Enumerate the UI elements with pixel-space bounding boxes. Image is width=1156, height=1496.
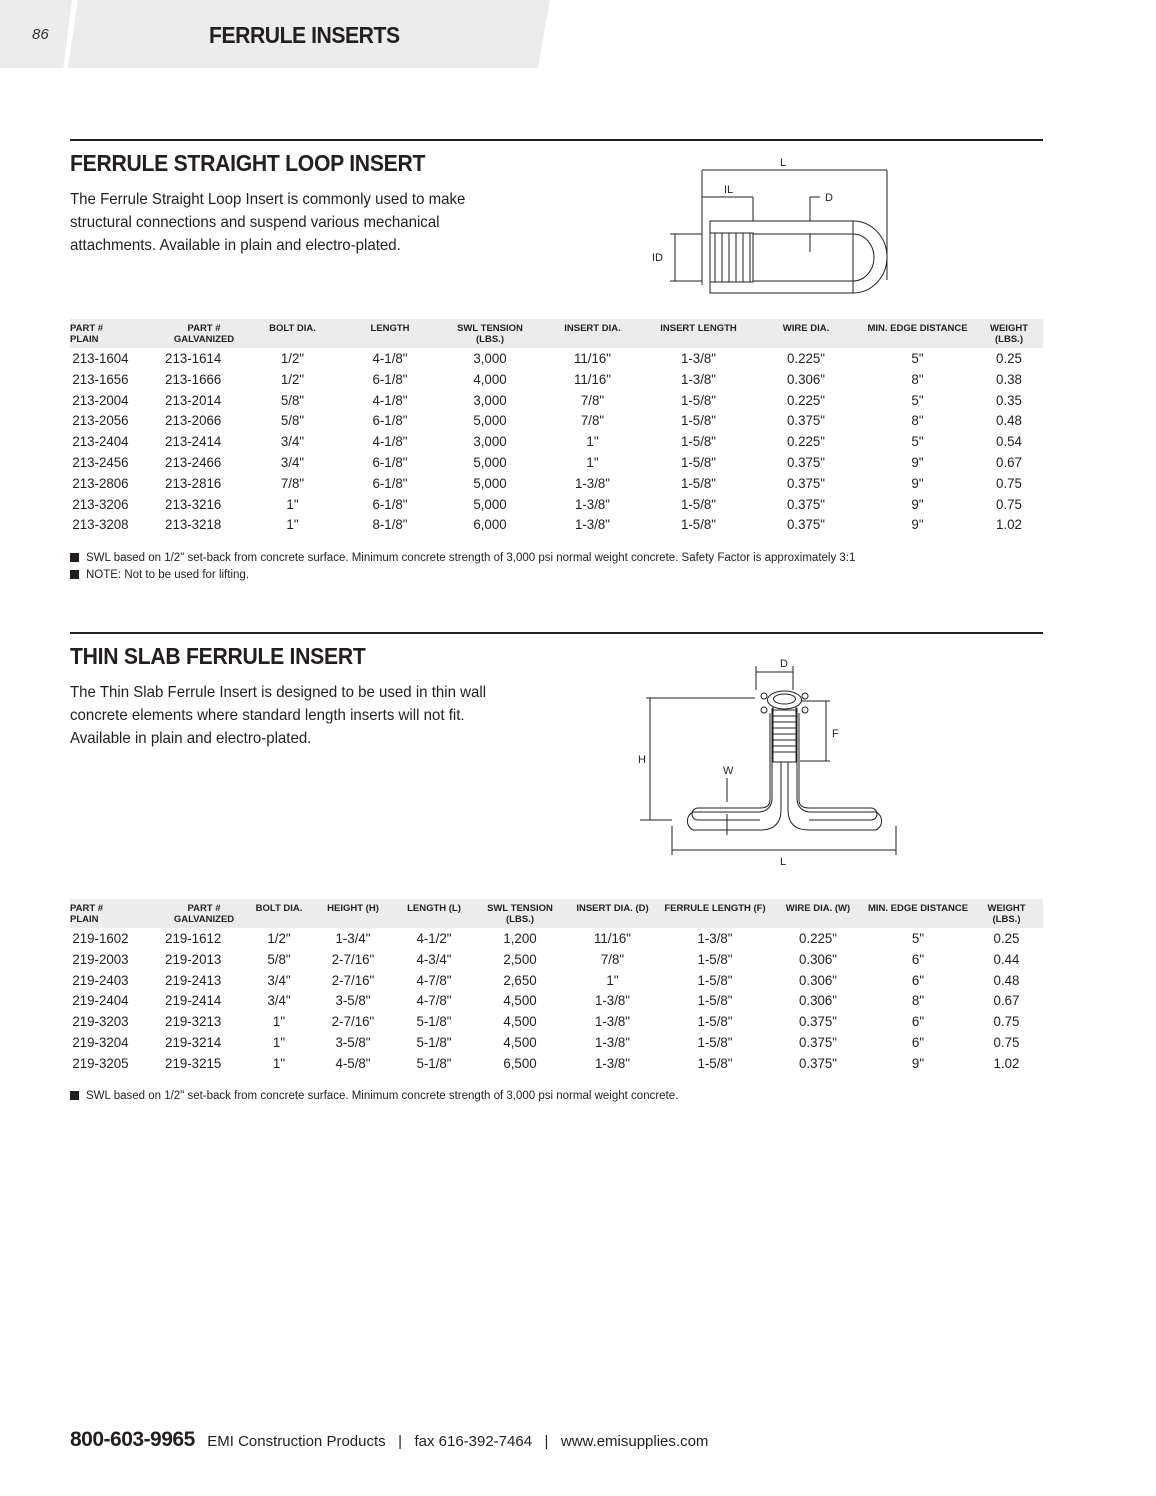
table-cell: 1-5/8" [697,1033,733,1050]
column-header [163,319,245,348]
table-cell: 219-2404 [72,992,129,1009]
table-cell: 6" [911,950,925,967]
column-header-line: PLAIN [70,914,99,925]
column-header [975,319,1043,348]
section-divider [70,139,1043,141]
table-cell: 3,000 [473,391,507,408]
table-cell: 0.67 [996,453,1022,470]
table-cell: 1-5/8" [680,412,717,429]
table-cell: 0.375" [786,516,825,533]
table-cell: 0.306" [798,992,837,1009]
table-cell: 5-1/8" [416,1013,452,1030]
table-cell: 6" [911,1033,925,1050]
table-cell: 1-3/8" [697,930,733,946]
table-cell: 1-3/8" [574,516,611,533]
table-cell: 6" [911,1013,925,1030]
footer-fax: fax 616-392-7464 [414,1433,533,1450]
table-cell: 3-5/8" [335,1033,371,1050]
table-cell: 7/8" [280,474,305,491]
table-cell: 4-1/8" [372,391,408,408]
table-row [70,369,1043,390]
table-cell: 5" [911,350,924,366]
description-line: The Thin Slab Ferrule Insert is designed to be used in thin wall [70,684,487,701]
table-cell: 1-5/8" [697,1013,733,1030]
table-notes [70,550,855,584]
table-cell: 6-1/8" [372,495,408,512]
column-header-line: PART # [187,323,221,334]
footer [70,1428,708,1452]
table-cell: 1-5/8" [680,495,717,512]
table-cell: 4-3/4" [416,950,452,967]
table-cell: 5/8" [267,950,291,967]
label-l: L [780,856,787,868]
table-cell: 1/2" [267,930,291,946]
table-cell: 5,000 [473,495,507,512]
table-cell: 0.225" [798,930,837,946]
page-number: 86 [32,26,49,43]
table-cell: 5,000 [473,474,507,491]
table-cell: 0.75 [996,474,1022,491]
table-cell: 1" [272,1054,286,1071]
column-header-line: LENGTH (L) [407,903,461,914]
table-cell: 9" [911,453,924,470]
table-cell: 1.02 [996,516,1022,533]
table-row [70,390,1043,411]
footer-company: EMI Construction Products [207,1433,386,1450]
table-cell: 2-7/16" [331,971,375,988]
note [70,567,855,584]
column-header [770,899,866,928]
column-header-line: WIRE DIA. (W) [785,903,851,914]
table-cell: 0.25 [996,350,1022,366]
label-l: L [780,157,787,169]
table-cell: 0.75 [993,1033,1020,1050]
column-header [475,899,565,928]
table-cell: 1-3/8" [574,474,611,491]
table-cell: 219-3204 [72,1033,129,1050]
table-cell: 1-3/4" [335,930,371,946]
table-cell: 1" [586,453,599,470]
table-cell: 1-3/8" [680,370,717,387]
table-row [70,928,1043,949]
column-header [163,899,245,928]
column-header-line: HEIGHT (H) [327,903,379,914]
table-cell: 0.38 [996,370,1022,387]
column-header-line: MIN. EDGE DISTANCE [867,903,969,914]
table-cell: 1-3/8" [574,495,611,512]
table-cell: 0.48 [993,971,1020,988]
table-cell: 1" [286,516,299,533]
column-header [860,319,975,348]
table-cell: 9" [911,474,924,491]
table-cell: 213-3216 [165,495,222,512]
table-cell: 0.54 [996,433,1022,450]
table-cell: 219-1612 [165,930,222,946]
table-cell: 1" [606,971,619,988]
table-cell: 2-7/16" [331,1013,375,1030]
table-cell: 8" [911,370,924,387]
table-cell: 4,500 [503,992,537,1009]
footer-phone: 800-603-9965 [70,1428,195,1451]
column-header-line: LENGTH [370,323,410,334]
note [70,550,855,567]
table-notes [70,1088,678,1105]
table-cell: 4,000 [473,370,507,387]
table-cell: 6" [911,971,925,988]
section-description [70,681,502,750]
table-cell: 5-1/8" [416,1054,452,1071]
section-divider [70,632,1043,634]
column-header-line: SWL TENSION [457,323,523,334]
page-title: FERRULE INSERTS [209,22,400,48]
label-d: D [780,658,788,670]
note-text: SWL based on 1/2" set-back from concrete surface. Minimum concrete strength of 3,000 psi normal weight concrete. [86,1090,679,1102]
table-cell: 1-5/8" [697,971,733,988]
table-cell: 8" [911,412,924,429]
table-cell: 0.35 [996,391,1022,408]
column-header [393,899,475,928]
table-cell: 3-5/8" [335,992,371,1009]
table-cell: 213-2816 [165,474,222,491]
table-cell: 1/2" [280,370,305,387]
table-cell: 3/4" [267,992,291,1009]
table-cell: 4,500 [503,1013,537,1030]
table-row [70,410,1043,431]
table-row [70,990,1043,1011]
table-cell: 4-1/8" [372,433,408,450]
description-line: The Ferrule Straight Loop Insert is commonly used to make [70,191,466,208]
table-cell: 0.375" [798,1013,837,1030]
table-cell: 0.25 [993,930,1020,946]
column-header-line: PART # [70,323,104,334]
table-cell: 0.375" [786,495,825,512]
table-cell: 4-1/2" [416,930,452,946]
table-cell: 0.375" [786,412,825,429]
table-cell: 1-3/8" [594,992,631,1009]
table-cell: 1-3/8" [594,1033,631,1050]
table-cell: 1-3/8" [594,1054,631,1071]
table-cell: 4-1/8" [372,350,408,366]
label-w: W [723,765,734,777]
straight-loop-spec-table [70,319,1043,535]
table-cell: 1/2" [280,350,305,366]
table-cell: 1" [586,433,599,450]
table-cell: 3/4" [267,971,291,988]
table-cell: 5/8" [280,391,305,408]
column-header-line: GALVANIZED [173,914,235,925]
table-cell: 1" [272,1033,286,1050]
table-cell: 213-2806 [72,474,129,491]
table-cell: 1-3/8" [680,350,717,366]
column-header [866,899,970,928]
footer-separator: | [398,1433,402,1450]
table-cell: 213-2466 [165,453,222,470]
section-title: FERRULE STRAIGHT LOOP INSERT [70,150,426,176]
table-cell: 3/4" [280,453,305,470]
table-cell: 1-5/8" [680,516,717,533]
bullet-square-icon [70,1091,79,1100]
table-row [70,348,1043,369]
table-cell: 213-3206 [72,495,129,512]
table-cell: 1,200 [503,930,537,946]
table-cell: 5-1/8" [416,1033,452,1050]
table-cell: 213-1666 [165,370,222,387]
table-cell: 0.225" [786,391,825,408]
column-header-line: INSERT DIA. [564,323,621,334]
table-cell: 219-3213 [165,1013,222,1030]
table-cell: 2,650 [503,971,537,988]
table-row [70,949,1043,970]
footer-website[interactable]: www.emisupplies.com [560,1433,709,1450]
label-d: D [825,192,833,204]
table-cell: 4-7/8" [416,971,452,988]
column-header-line: INSERT LENGTH [660,323,737,334]
table-cell: 6-1/8" [372,453,408,470]
table-row [70,1053,1043,1074]
table-cell: 7/8" [580,391,605,408]
column-header [660,899,770,928]
column-header-line: WEIGHT [987,903,1026,914]
table-cell: 11/16" [573,370,612,387]
table-cell: 7/8" [580,412,605,429]
table-cell: 0.306" [786,370,825,387]
section-description [70,188,484,257]
description-line: Available in plain and electro-plated. [70,730,312,747]
table-cell: 5" [911,433,924,450]
description-line: attachments. Available in plain and electro-plated. [70,237,401,254]
table-cell: 0.375" [786,474,825,491]
table-cell: 0.67 [993,992,1020,1009]
table-cell: 5/8" [280,412,305,429]
table-cell: 1-5/8" [680,474,717,491]
table-cell: 11/16" [573,350,612,366]
table-cell: 219-3205 [72,1054,129,1071]
table-cell: 0.48 [996,412,1022,429]
column-header [645,319,752,348]
column-header-line: GALVANIZED [173,334,235,345]
table-cell: 0.375" [798,1054,837,1071]
column-header-line: FERRULE LENGTH (F) [664,903,766,914]
table-cell: 0.225" [786,433,825,450]
table-cell: 213-2056 [72,412,129,429]
label-h: H [638,754,646,766]
table-cell: 213-2066 [165,412,222,429]
table-cell: 0.306" [798,950,837,967]
column-header [313,899,393,928]
table-row [70,494,1043,515]
table-cell: 219-3215 [165,1054,222,1071]
column-header-line: MIN. EDGE DISTANCE [867,323,968,334]
note-text: NOTE: Not to be used for lifting. [86,569,249,581]
column-header-line: INSERT DIA. (D) [576,903,649,914]
table-cell: 5" [911,930,925,946]
table-cell: 0.44 [993,950,1020,967]
table-cell: 3,000 [473,433,507,450]
column-header [340,319,440,348]
column-header [752,319,860,348]
table-cell: 9" [911,495,924,512]
table-cell: 0.75 [996,495,1022,512]
table-cell: 11/16" [593,930,632,946]
description-line: concrete elements where standard length inserts will not fit. [70,707,465,724]
table-cell: 6-1/8" [372,370,408,387]
column-header-line: BOLT DIA. [269,323,316,334]
column-header-line: SWL TENSION [487,903,553,914]
table-cell: 0.225" [786,350,825,366]
table-cell: 1-5/8" [680,433,717,450]
column-header-line: BOLT DIA. [255,903,303,914]
column-header [565,899,660,928]
section-title: THIN SLAB FERRULE INSERT [70,643,366,669]
table-cell: 9" [911,516,924,533]
table-cell: 1-5/8" [680,391,717,408]
table-cell: 0.375" [798,1033,837,1050]
table-cell: 2,500 [503,950,537,967]
footer-separator: | [544,1433,549,1450]
column-header-line: (LBS.) [995,334,1023,345]
column-header-line: PLAIN [70,334,99,345]
table-cell: 0.75 [993,1013,1020,1030]
bullet-square-icon [70,553,79,562]
table-cell: 213-1614 [165,350,222,366]
label-f: F [832,728,839,740]
table-row [70,473,1043,494]
table-cell: 1-5/8" [697,992,733,1009]
table-cell: 219-2403 [72,971,129,988]
table-cell: 4-5/8" [335,1054,371,1071]
table-cell: 6-1/8" [372,474,408,491]
description-line: structural connections and suspend various mechanical [70,214,440,231]
bullet-square-icon [70,570,79,579]
table-cell: 1-3/8" [594,1013,631,1030]
table-cell: 213-3218 [165,516,222,533]
table-cell: 213-1656 [72,370,129,387]
column-header-line: (LBS.) [506,914,534,925]
column-header [970,899,1043,928]
table-cell: 219-2013 [165,950,222,967]
table-cell: 213-3208 [72,516,129,533]
table-cell: 6,000 [473,516,507,533]
table-cell: 219-2414 [165,992,222,1009]
column-header-line: (LBS.) [476,334,504,345]
thin-slab-insert-diagram [630,650,920,870]
column-header [245,319,340,348]
table-cell: 2-7/16" [331,950,375,967]
table-cell: 219-3214 [165,1033,222,1050]
label-il: IL [724,184,734,196]
table-cell: 0.306" [798,971,837,988]
table-cell: 1-5/8" [697,950,733,967]
table-cell: 3,000 [473,350,507,366]
table-row [70,452,1043,473]
table-cell: 9" [911,1054,925,1071]
table-cell: 213-2404 [72,433,129,450]
note [70,1088,678,1105]
table-cell: 4-7/8" [416,992,452,1009]
table-cell: 4,500 [503,1033,537,1050]
column-header [70,319,163,348]
table-cell: 219-1602 [72,930,129,946]
column-header-line: PART # [187,903,221,914]
table-row [70,970,1043,991]
table-cell: 5" [911,391,924,408]
table-cell: 8-1/8" [372,516,408,533]
table-cell: 219-3203 [72,1013,129,1030]
table-cell: 213-2414 [165,433,222,450]
label-id: ID [652,252,663,264]
column-header [245,899,313,928]
table-cell: 219-2413 [165,971,222,988]
note-text: SWL based on 1/2" set-back from concrete surface. Minimum concrete strength of 3,000 psi normal weight concrete. Safety Factor is approximately 3:1 [86,552,856,564]
column-header-line: (LBS.) [992,914,1021,925]
table-cell: 213-2014 [165,391,222,408]
table-cell: 1" [286,495,299,512]
table-cell: 1.02 [993,1054,1020,1071]
straight-loop-insert-diagram [640,150,910,300]
column-header-line: WIRE DIA. [782,323,830,334]
column-header [440,319,540,348]
table-cell: 6-1/8" [372,412,408,429]
table-row [70,431,1043,452]
table-row [70,1032,1043,1053]
table-cell: 1-5/8" [697,1054,733,1071]
table-cell: 213-1604 [72,350,129,366]
table-cell: 5,000 [473,453,507,470]
table-cell: 0.375" [786,453,825,470]
table-cell: 213-2004 [72,391,129,408]
table-cell: 5,000 [473,412,507,429]
table-cell: 213-2456 [72,453,129,470]
column-header-line: WEIGHT [990,323,1028,334]
table-cell: 3/4" [280,433,305,450]
column-header [540,319,645,348]
table-cell: 1-5/8" [680,453,717,470]
table-cell: 219-2003 [72,950,129,967]
table-cell: 8" [911,992,925,1009]
table-row [70,514,1043,535]
column-header [70,899,163,928]
table-cell: 1" [272,1013,286,1030]
column-header-line: PART # [70,903,104,914]
thin-slab-spec-table [70,899,1043,1074]
table-cell: 6,500 [503,1054,537,1071]
table-row [70,1011,1043,1032]
table-cell: 7/8" [600,950,625,967]
